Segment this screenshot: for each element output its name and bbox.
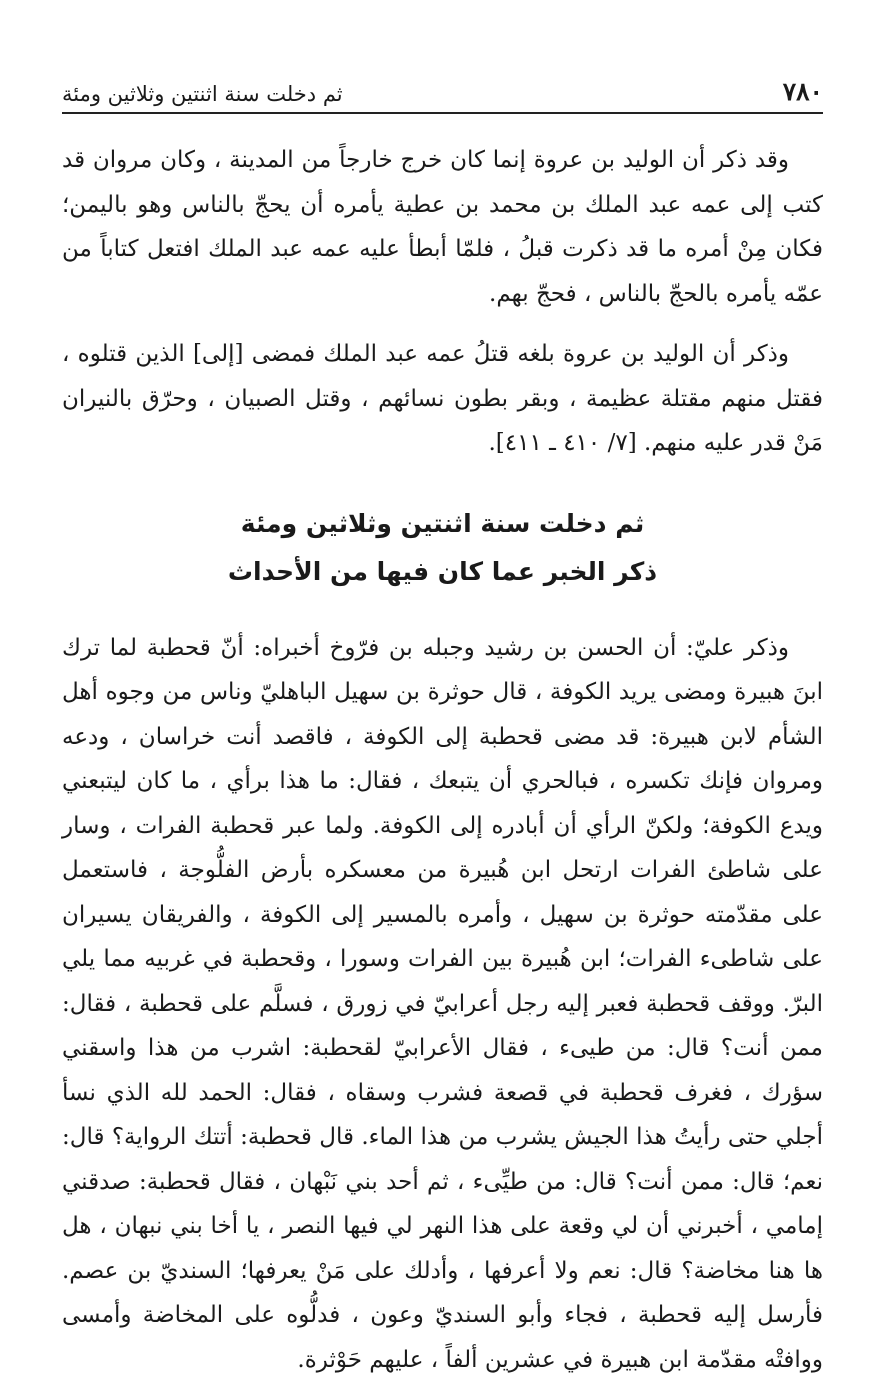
section-subheading: ذكر الخبر عما كان فيها من الأحداث [227,556,658,586]
paragraph-gap [62,316,823,332]
paragraph: وذكر عليّ: أن الحسن بن رشيد وجبله بن فرّوخ أخبراه: أنّ قحطبة لما ترك ابنَ هبيرة ومضى يريد الكوفة ، قال حوثرة بن سهيل الباهليّ وناس من وجوه أهل الشأم لابن هبيرة: قد مضى قحطبة إلى الكوفة ، فاقصد أنت خراسان ، ودعه ومروان فإنك تكسره ، فبالحري أن يتبعك ، فقال: ما هذا برأي ، ما كان ليتبعني ويدع الكوفة؛ ولكنّ الرأي أن أبادره إلى الكوفة. ولما عبر قحطبة الفرات ، وسار على شاطئ الفرات ارتحل ابن هُبيرة من معسكره بأرض الفلُّوجة ، فاستعمل على مقدّمته حوثرة بن سهيل ، وأمره بالمسير إلى الكوفة ، والفريقان يسيران على شاطىء الفرات؛ ابن هُبيرة بين الفرات وسورا ، وقحطبة في غربيه مما يلي البرّ. ووقف قحطبة فعبر إليه رجل أعرابيّ في زورق ، فسلَّم على قحطبة ، فقال: ممن أنت؟ قال: من طيىء ، فقال الأعرابيّ لقحطبة: اشرب من هذا واسقني سؤرك ، فغرف قحطبة في قصعة فشرب وسقاه ، فقال: الحمد لله الذي نسأ أجلي حتى رأيتُ هذا الجيش يشرب من هذا الماء. قال قحطبة: أتتك الرواية؟ قال: نعم؛ قال: ممن أنت؟ قال: من طيِّىء ، ثم أحد بني نَبْهان ، فقال قحطبة: صدقني إمامي ، أخبرني أن لي وقعة على هذا النهر لي فيها النصر ، يا أخا بني نبهان ، هل ها هنا مخاضة؟ قال: نعم ولا أعرفها ، وأدلك على مَنْ يعرفها؛ السنديّ بن عصم. فأرسل إليه قحطبة ، فجاء وأبو السنديّ وعون ، فدلُّوه على المخاضة وأمسى ووافتْه مقدّمة ابن هبيرة في عشرين ألفاً ، عليهم حَوْثرة. [62,634,823,1373]
page-number: ٧٨٠ [782,77,823,106]
paragraph: وقد ذكر أن الوليد بن عروة إنما كان خرج خارجاً من المدينة ، وكان مروان قد كتب إلى عمه عبد الملك بن محمد بن عطية يأمره أن يحجّ بالناس وهو باليمن؛ فكان مِنْ أمره ما قد ذكرت قبلُ ، فلمّا أبطأ عليه عمه عبد الملك افتعل كتاباً من عمّه يأمره بالحجّ بالناس ، فحجّ بهم. [62,147,823,307]
section-headings [62,500,823,596]
page-body [62,138,823,1382]
running-head [62,70,823,114]
paragraph: وذكر أن الوليد بن عروة بلغه قتلُ عمه عبد الملك فمضى [إلى] الذين قتلوه ، فقتل منهم مقتلة عظيمة ، وبقر بطون نسائهم ، وقتل الصبيان ، وحرّق بالنيران مَنْ قدر عليه منهم. [٧/ ٤١٠ ـ ٤١١]. [62,341,823,456]
running-title: ثم دخلت سنة اثنتين وثلاثين ومئة [62,82,343,106]
year-heading: ثم دخلت سنة اثنتين وثلاثين ومئة [240,508,645,538]
